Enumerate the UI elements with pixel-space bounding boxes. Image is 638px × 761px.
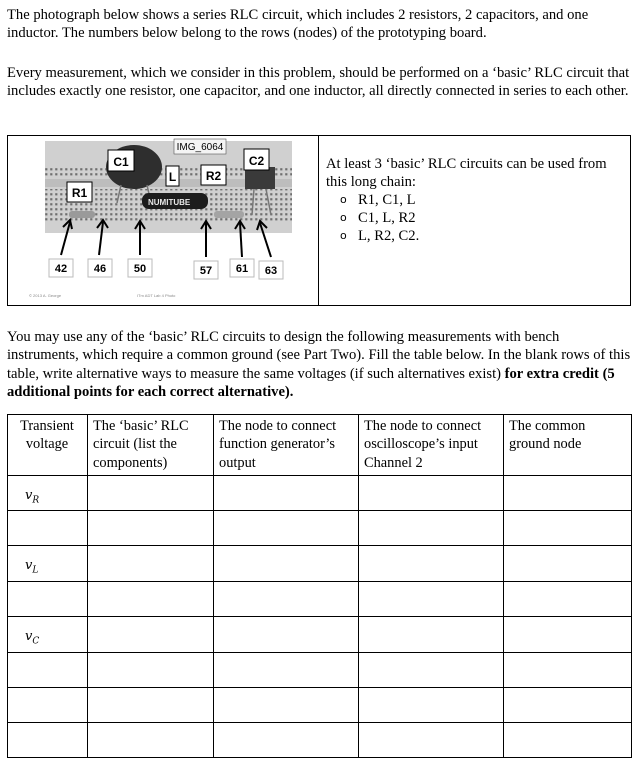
table-cell[interactable] — [214, 582, 359, 617]
photo-caption: ITm ADT Lab 4 Photo — [137, 293, 176, 298]
node-57: 57 — [199, 265, 213, 277]
table-cell[interactable] — [359, 617, 504, 653]
table-cell[interactable] — [504, 476, 632, 511]
table-cell[interactable] — [214, 511, 359, 546]
table-cell[interactable] — [359, 653, 504, 688]
table-row — [8, 617, 632, 653]
table-cell[interactable] — [8, 688, 88, 723]
resistor-r1 — [69, 211, 95, 218]
figure-text — [326, 155, 626, 245]
table-cell[interactable] — [359, 688, 504, 723]
table-cell[interactable] — [88, 688, 214, 723]
node-42: 42 — [54, 263, 68, 275]
table-cell[interactable] — [504, 582, 632, 617]
node-61: 61 — [235, 263, 249, 275]
table-cell[interactable] — [214, 476, 359, 511]
bullet-icon: o — [340, 229, 347, 242]
table-cell[interactable] — [504, 688, 632, 723]
table-cell[interactable] — [88, 617, 214, 653]
table-cell[interactable] — [88, 582, 214, 617]
table-cell[interactable] — [88, 653, 214, 688]
table-cell[interactable] — [504, 511, 632, 546]
table-cell[interactable] — [359, 546, 504, 582]
table-cell[interactable] — [214, 723, 359, 758]
intro-paragraph-2: Every measurement, which we consider in this problem, should be performed on a ‘basic’ RLC circuit that includes exactly one resistor, one capacitor, and one inductor, all directly connected in series to each other. — [7, 65, 630, 100]
option-label: C1, L, R2 — [358, 210, 416, 226]
label-r2: R2 — [205, 169, 222, 183]
table-cell[interactable] — [8, 653, 88, 688]
table-row — [8, 476, 632, 511]
table-cell[interactable] — [504, 653, 632, 688]
circuit-options-list — [326, 191, 626, 245]
table-cell[interactable] — [359, 476, 504, 511]
table-cell[interactable] — [214, 688, 359, 723]
node-63: 63 — [264, 265, 278, 277]
extra-credit-note: for extra credit (5 additional points for each correct alternative). — [7, 365, 615, 401]
intro-paragraph-1: The photograph below shows a series RLC circuit, which includes 2 resistors, 2 capacitors, and one inductor. The numbers below belong to the rows (nodes) of the prototyping board. — [7, 7, 589, 42]
table-cell[interactable] — [8, 511, 88, 546]
table-cell[interactable] — [88, 476, 214, 511]
option-label: L, R2, C2. — [358, 228, 420, 244]
list-item — [340, 227, 626, 245]
circuit-photo — [9, 137, 317, 305]
table-row — [8, 582, 632, 617]
circuits-intro: At least 3 ‘basic’ RLC circuits can be used from this long chain: — [326, 156, 607, 190]
header-oscilloscope-node: The node to connect oscilloscope’s input Channel 2 — [359, 415, 504, 476]
table-cell[interactable] — [214, 653, 359, 688]
header-function-generator-node: The node to connect function generator’s output — [214, 415, 359, 476]
list-item — [340, 209, 626, 227]
measurement-table — [7, 414, 632, 758]
table-cell[interactable] — [359, 582, 504, 617]
table-cell[interactable] — [88, 546, 214, 582]
instructions-text: You may use any of the ‘basic’ RLC circuits to design the following measurements with bench instruments, which require a common ground (see Part Two). Fill the table below. In the blank rows of this table, write alternative ways to measure the same voltages (if such alternatives exist) — [7, 329, 631, 382]
label-c2: C2 — [248, 154, 265, 168]
table-cell[interactable] — [214, 546, 359, 582]
table-header-row — [8, 415, 632, 476]
figure-divider — [318, 136, 319, 305]
voltage-symbol-vc: $v_C$ — [8, 617, 88, 653]
table-cell[interactable] — [504, 617, 632, 653]
header-rlc-circuit: The ‘basic’ RLC circuit (list the components) — [88, 415, 214, 476]
photo-copyright: © 2013 A. George — [29, 293, 62, 298]
table-cell[interactable] — [8, 723, 88, 758]
bullet-icon: o — [340, 211, 347, 224]
table-cell[interactable] — [504, 546, 632, 582]
inductor-marking: NUMITUBE — [148, 198, 191, 207]
table-row — [8, 511, 632, 546]
label-c1: C1 — [113, 155, 129, 169]
table-cell[interactable] — [88, 723, 214, 758]
photo-label: IMG_6064 — [176, 142, 224, 153]
table-cell[interactable] — [214, 617, 359, 653]
instructions-paragraph — [7, 328, 631, 402]
figure-table — [7, 135, 631, 306]
voltage-symbol-vl: $v_L$ — [8, 546, 88, 582]
resistor-r2 — [214, 211, 244, 218]
voltage-symbol-vr: $v_R$ — [8, 476, 88, 511]
label-r1: R1 — [71, 186, 88, 200]
table-cell[interactable] — [504, 723, 632, 758]
list-item — [340, 191, 626, 209]
table-row — [8, 723, 632, 758]
header-transient-voltage: Transient voltage — [8, 415, 88, 476]
header-ground-node: The common ground node — [504, 415, 632, 476]
node-46: 46 — [93, 263, 107, 275]
node-50: 50 — [133, 263, 147, 275]
label-l: L — [168, 170, 177, 184]
table-cell[interactable] — [359, 511, 504, 546]
table-row — [8, 688, 632, 723]
table-cell[interactable] — [88, 511, 214, 546]
table-cell[interactable] — [8, 582, 88, 617]
table-row — [8, 653, 632, 688]
table-cell[interactable] — [359, 723, 504, 758]
bullet-icon: o — [340, 193, 347, 206]
option-label: R1, C1, L — [358, 192, 416, 208]
table-row — [8, 546, 632, 582]
